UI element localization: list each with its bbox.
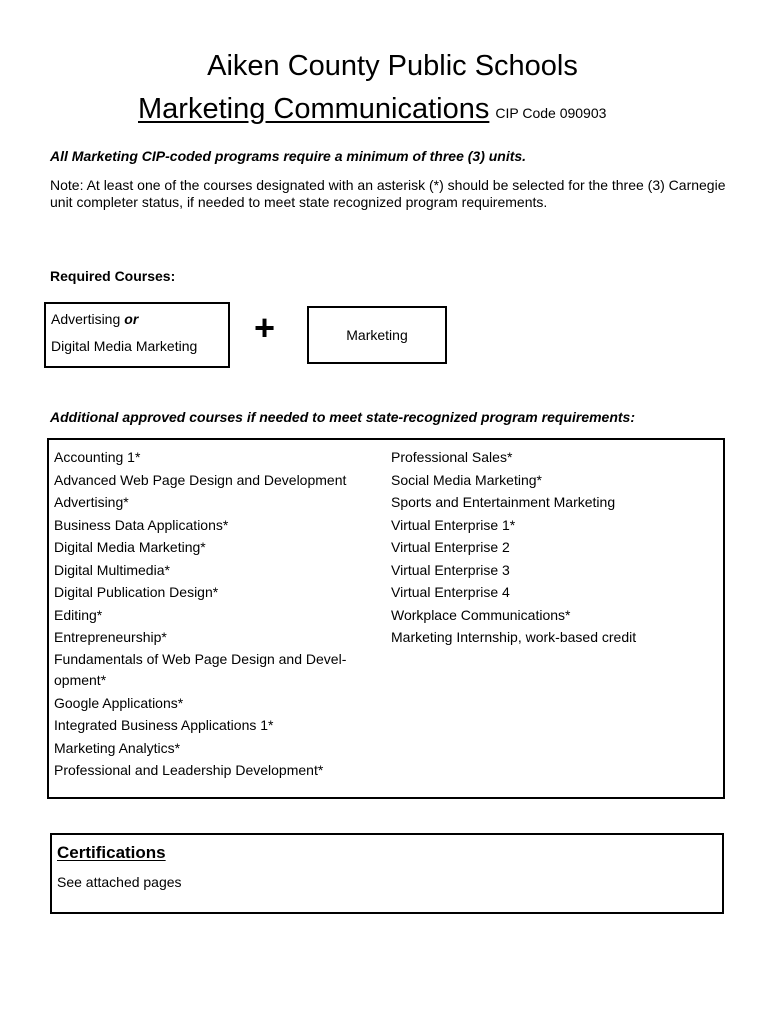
list-item: Digital Media Marketing* [54,539,206,555]
list-item: Editing* [54,606,103,623]
list-item: Virtual Enterprise 1* [391,516,516,533]
certifications-box [50,833,724,914]
certifications-heading: Certifications [57,843,166,862]
list-item: Fundamentals of Web Page Design and Devel-opment* [54,650,347,688]
required-courses-heading: Required Courses: [50,268,176,284]
required-option-a [51,311,138,327]
course-list-right [391,446,713,649]
list-item: Social Media Marketing* [391,471,542,488]
list-item: Integrated Business Applications 1* [54,717,274,733]
list-item: Digital Multimedia* [54,561,170,578]
course-digital-media-marketing: Digital Media Marketing [51,338,198,354]
additional-courses-box [47,438,725,799]
required-course-marketing-box [307,306,447,364]
cip-code: CIP Code 090903 [495,105,607,121]
required-course-choice-box [44,302,230,368]
list-item: Business Data Applications* [54,516,229,533]
additional-courses-heading: Additional approved courses if needed to meet state-recognized program requirements: [50,409,636,425]
list-item: Advanced Web Page Design and Development [54,471,347,488]
list-item: Virtual Enterprise 2 [391,539,510,555]
list-item: Digital Publication Design* [54,584,219,600]
list-item: Advertising* [54,494,129,510]
list-item: Marketing Analytics* [54,739,181,756]
list-item: Marketing Internship, work-based credit [391,629,637,645]
list-item: Professional and Leadership Development* [54,762,324,778]
school-title: Aiken County Public Schools [207,50,578,82]
completer-note: Note: At least one of the courses designated with an asterisk (*) should be selected for the three (3) Carnegie unit completer status, if needed to meet state recognized program requirements. [50,177,726,210]
program-header [138,93,606,126]
or-label: or [124,311,139,327]
list-item: Google Applications* [54,694,184,711]
list-item: Workplace Communications* [391,606,571,623]
list-item: Virtual Enterprise 4 [391,584,510,600]
list-item: Entrepreneurship* [54,629,167,645]
list-item: Virtual Enterprise 3 [391,561,510,578]
list-item: Professional Sales* [391,449,513,465]
list-item: Sports and Entertainment Marketing [391,494,616,510]
program-title: Marketing Communications [138,93,490,125]
course-marketing: Marketing [346,327,408,343]
course-advertising: Advertising [51,311,121,327]
list-item: Accounting 1* [54,449,141,465]
minimum-units-statement: All Marketing CIP-coded programs require a minimum of three (3) units. [50,148,527,164]
course-list-left [54,446,376,782]
plus-icon: + [254,307,276,348]
certifications-text: See attached pages [57,874,182,890]
